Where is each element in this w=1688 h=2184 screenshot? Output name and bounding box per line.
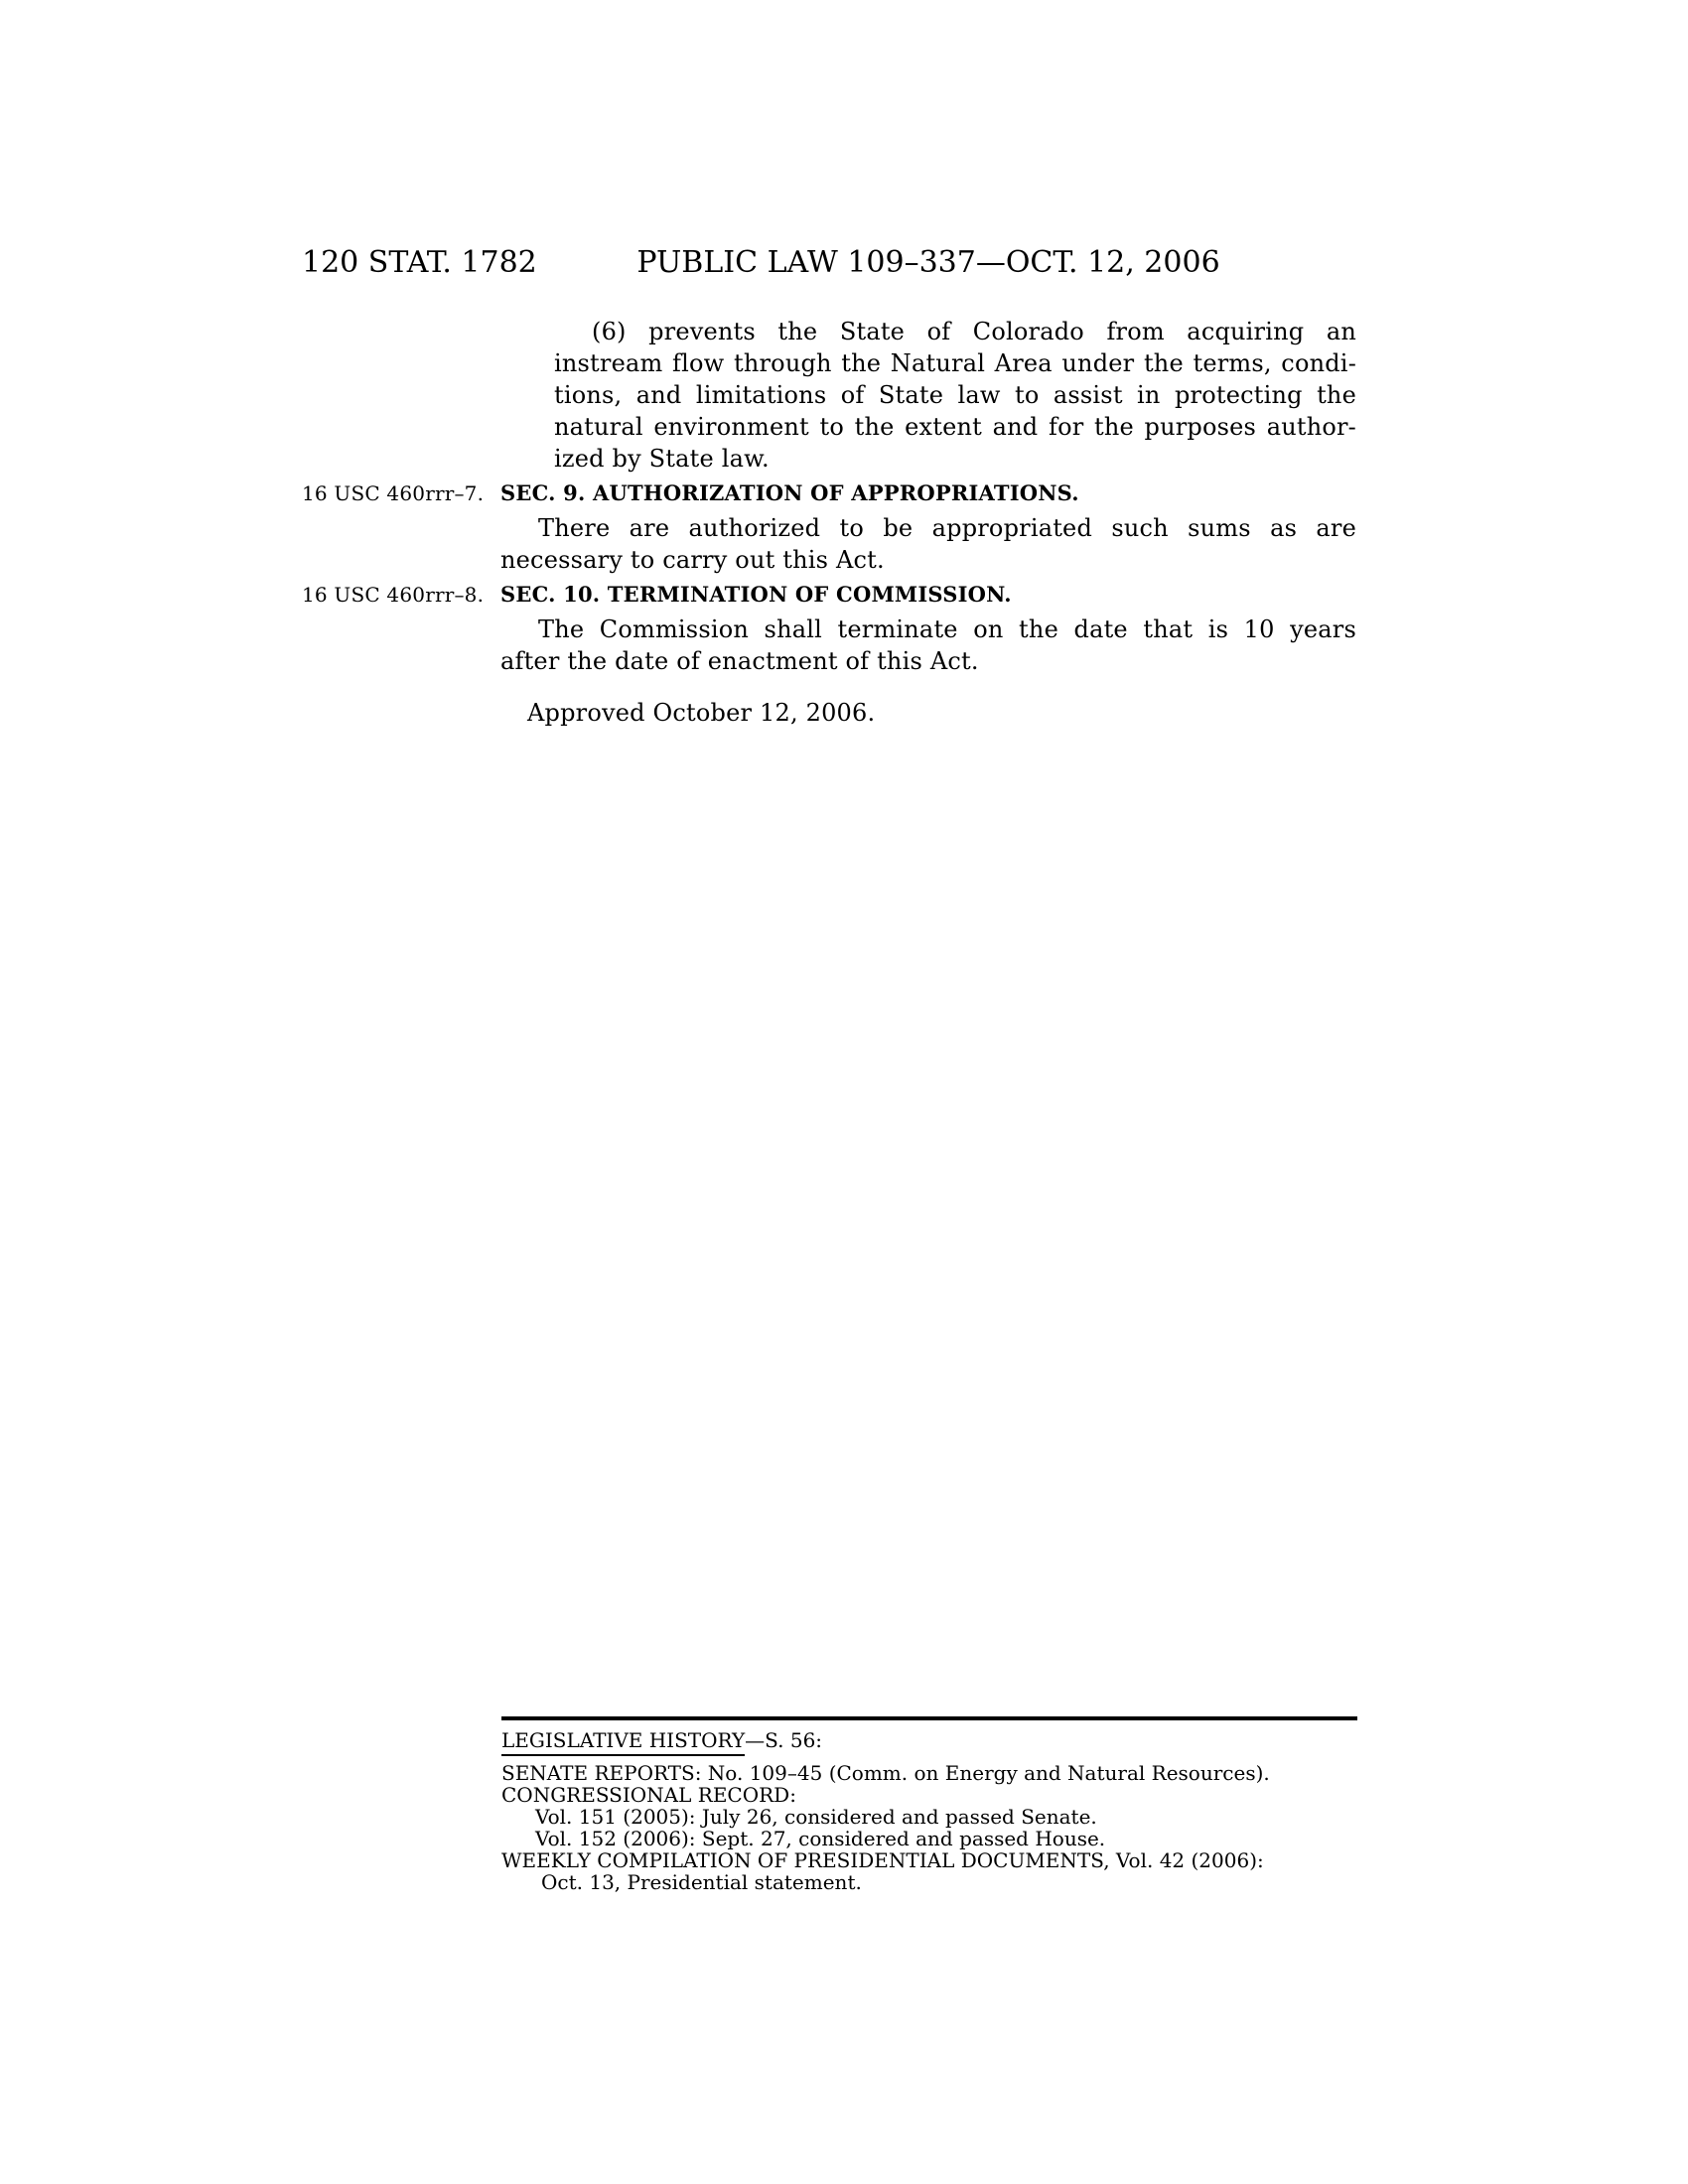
section-10 bbox=[302, 580, 1356, 677]
section-9 bbox=[302, 478, 1356, 576]
paragraph-line: tions, and limitations of State law to assist in protecting the bbox=[554, 381, 1356, 409]
paragraph-line: (6) prevents the State of Colorado from acquiring an bbox=[592, 318, 1356, 345]
history-line: CONGRESSIONAL RECORD: bbox=[501, 1783, 796, 1807]
usc-margin-note: 16 USC 460rrr–8. bbox=[302, 583, 485, 607]
section-paragraph bbox=[500, 512, 1356, 576]
history-line: Vol. 152 (2006): Sept. 27, considered and passed House. bbox=[535, 1827, 1106, 1850]
paragraph-line: after the date of enactment of this Act. bbox=[500, 647, 979, 675]
usc-margin-note: 16 USC 460rrr–7. bbox=[302, 481, 485, 505]
bill-number: —S. 56: bbox=[745, 1728, 823, 1752]
section-paragraph bbox=[500, 614, 1356, 677]
history-line: WEEKLY COMPILATION OF PRESIDENTIAL DOCUMENTS, Vol. 42 (2006): bbox=[501, 1848, 1264, 1872]
legislative-history bbox=[501, 1716, 1357, 1893]
section-heading: SEC. 9. AUTHORIZATION OF APPROPRIATIONS. bbox=[500, 480, 1079, 505]
section-heading: SEC. 10. TERMINATION OF COMMISSION. bbox=[500, 582, 1012, 607]
paragraph-line: ized by State law. bbox=[554, 445, 770, 473]
legislative-history-title: LEGISLATIVE HISTORY bbox=[501, 1728, 745, 1756]
statute-body bbox=[302, 316, 1356, 729]
legislative-history-lines bbox=[501, 1762, 1357, 1893]
section-9-content bbox=[500, 478, 1356, 576]
paragraph-line: instream flow through the Natural Area under the terms, condi- bbox=[554, 349, 1356, 377]
law-title: PUBLIC LAW 109–337—OCT. 12, 2006 bbox=[636, 245, 1220, 280]
approval-line: Approved October 12, 2006. bbox=[527, 699, 876, 727]
history-line: Vol. 151 (2005): July 26, considered and passed Senate. bbox=[535, 1805, 1097, 1829]
continuation-paragraph bbox=[554, 316, 1356, 475]
horizontal-rule bbox=[501, 1716, 1357, 1720]
history-line: Oct. 13, Presidential statement. bbox=[541, 1870, 862, 1894]
paragraph-line: The Commission shall terminate on the date that is 10 years bbox=[538, 615, 1356, 643]
legislative-history-heading bbox=[501, 1728, 1357, 1752]
paragraph-line: natural environment to the extent and for the purposes author- bbox=[554, 413, 1356, 441]
paragraph-line: necessary to carry out this Act. bbox=[500, 546, 885, 574]
section-10-content bbox=[500, 580, 1356, 677]
stat-page-number: 120 STAT. 1782 bbox=[302, 245, 537, 280]
paragraph-line: There are authorized to be appropriated such sums as are bbox=[538, 514, 1356, 542]
history-line: SENATE REPORTS: No. 109–45 (Comm. on Energy and Natural Resources). bbox=[501, 1761, 1270, 1785]
